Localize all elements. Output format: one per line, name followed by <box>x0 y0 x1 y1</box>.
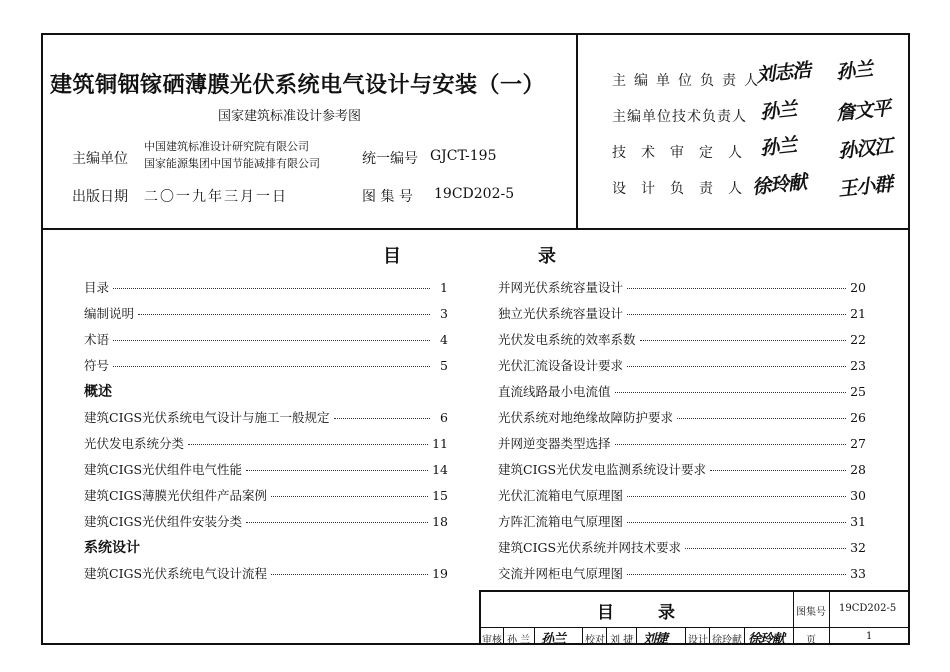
toc-item[interactable] <box>498 356 866 374</box>
reviewer-signature: 孙兰 <box>541 632 566 647</box>
toc-item-title: 光伏发电系统分类 <box>84 436 185 451</box>
toc-heading-left: 目 <box>383 246 401 267</box>
toc-item[interactable] <box>84 486 448 504</box>
toc-item-title: 光伏汇流箱电气原理图 <box>498 488 624 503</box>
sig-row-rule <box>636 627 637 645</box>
toc-item[interactable] <box>84 564 448 582</box>
toc-item-page: 27 <box>850 436 866 451</box>
toc-item-page: 22 <box>850 332 866 347</box>
signature-3b: 孙汉江 <box>837 135 894 163</box>
toc-item-title: 编制说明 <box>84 306 135 321</box>
title-block-left-rule <box>479 590 481 645</box>
toc-item-page: 14 <box>432 462 448 477</box>
editor-label: 主编单位 <box>72 151 128 167</box>
toc-item-page: 18 <box>432 514 448 529</box>
toc-item-title: 并网光伏系统容量设计 <box>498 280 624 295</box>
page-subtitle: 国家建筑标准设计参考图 <box>218 109 362 124</box>
toc-leader <box>246 470 428 471</box>
toc-item[interactable] <box>84 512 448 530</box>
toc-leader <box>640 340 847 341</box>
toc-item[interactable] <box>498 512 866 530</box>
toc-item-page: 28 <box>850 462 866 477</box>
toc-item-page: 5 <box>440 358 448 373</box>
toc-item-page: 32 <box>850 540 866 555</box>
toc-leader <box>627 288 846 289</box>
page-title: 建筑铜铟镓硒薄膜光伏系统电气设计与安装（一） <box>50 73 546 98</box>
toc-item-page: 31 <box>850 514 866 529</box>
toc-item-page: 3 <box>440 306 448 321</box>
check-label: 校对 <box>585 635 605 646</box>
sig-row-rule <box>744 627 745 645</box>
toc-item-title: 建筑CIGS光伏组件安装分类 <box>84 514 243 529</box>
toc-item-title: 符号 <box>84 358 110 373</box>
editor-unit-2: 国家能源集团中国节能减排有限公司 <box>144 157 320 170</box>
signature-1b: 孙兰 <box>835 58 874 84</box>
signature-2a: 孙兰 <box>759 98 798 124</box>
atlas-no: 19CD202-5 <box>434 186 515 202</box>
toc-item[interactable] <box>498 330 866 348</box>
toc-item-page: 33 <box>850 566 866 581</box>
title-block-rule-b <box>829 590 830 645</box>
toc-heading-right: 录 <box>538 246 556 267</box>
signature-4a: 徐玲献 <box>751 171 808 199</box>
toc-item[interactable] <box>84 434 448 452</box>
toc-item-page: 26 <box>850 410 866 425</box>
title-block-name-right: 录 <box>658 603 675 623</box>
toc-item[interactable] <box>498 382 866 400</box>
toc-leader <box>627 496 846 497</box>
toc-leader <box>685 548 846 549</box>
toc-leader <box>677 418 846 419</box>
toc-leader <box>615 444 847 445</box>
signature-1a: 刘志浩 <box>755 59 812 87</box>
sig-row-rule <box>503 627 504 645</box>
toc-item-title: 并网逆变器类型选择 <box>498 436 611 451</box>
atlas-no-label: 图 集 号 <box>362 189 413 205</box>
toc-leader <box>710 470 846 471</box>
toc-item-title: 独立光伏系统容量设计 <box>498 306 624 321</box>
unified-no-label: 统一编号 <box>362 151 418 167</box>
toc-item-title: 建筑CIGS光伏发电监测系统设计要求 <box>498 462 707 477</box>
designer-signature: 徐玲献 <box>748 632 785 647</box>
toc-item[interactable] <box>84 460 448 478</box>
toc-item-title: 直流线路最小电流值 <box>498 384 611 399</box>
toc-leader <box>615 392 847 393</box>
toc-leader <box>271 574 428 575</box>
title-block-name-left: 目 <box>597 603 614 623</box>
toc-item-title: 方阵汇流箱电气原理图 <box>498 514 624 529</box>
title-block-atlas-no: 19CD202-5 <box>839 603 897 614</box>
toc-item[interactable] <box>498 460 866 478</box>
toc-item-title: 建筑CIGS薄膜光伏组件产品案例 <box>84 488 268 503</box>
toc-leader <box>246 522 428 523</box>
toc-item[interactable] <box>498 434 866 452</box>
title-block-top-rule <box>479 590 910 592</box>
toc-leader <box>627 314 846 315</box>
toc-item-page: 4 <box>440 332 448 347</box>
toc-item[interactable] <box>84 356 448 374</box>
toc-leader <box>271 496 428 497</box>
toc-item-page: 20 <box>850 280 866 295</box>
sig-row-rule <box>534 627 535 645</box>
toc-section-heading: 系统设计 <box>84 540 140 556</box>
toc-item-page: 6 <box>440 410 448 425</box>
resp-role-2: 主编单位技术负责人 <box>612 109 747 125</box>
designer-name: 徐玲献 <box>712 635 742 646</box>
toc-item-page: 15 <box>432 488 448 503</box>
toc-item-title: 术语 <box>84 332 110 347</box>
title-block-page-no: 1 <box>866 631 873 642</box>
toc-item[interactable] <box>498 304 866 322</box>
editor-unit-1: 中国建筑标准设计研究院有限公司 <box>144 140 309 153</box>
publish-label: 出版日期 <box>72 189 128 205</box>
sig-row-rule <box>582 627 583 645</box>
toc-item[interactable] <box>498 564 866 582</box>
toc-item-title: 交流并网柜电气原理图 <box>498 566 624 581</box>
checker-signature: 刘捷 <box>643 632 668 647</box>
toc-item[interactable] <box>84 330 448 348</box>
toc-leader <box>113 340 430 341</box>
toc-leader <box>627 522 846 523</box>
toc-item-title: 建筑CIGS光伏组件电气性能 <box>84 462 243 477</box>
toc-item-page: 30 <box>850 488 866 503</box>
header-split-rule <box>576 33 578 229</box>
header-bottom-rule <box>41 228 910 230</box>
review-label: 审核 <box>482 635 502 646</box>
toc-item-page: 23 <box>850 358 866 373</box>
toc-item-title: 建筑CIGS光伏系统并网技术要求 <box>498 540 682 555</box>
toc-item[interactable] <box>84 304 448 322</box>
toc-item[interactable] <box>84 408 448 426</box>
toc-item-page: 1 <box>440 280 448 295</box>
resp-role-3: 技术审定人 <box>612 145 757 161</box>
toc-item-page: 19 <box>432 566 448 581</box>
toc-item-page: 21 <box>850 306 866 321</box>
title-block-page-label: 页 <box>806 635 816 646</box>
toc-leader <box>113 366 430 367</box>
publish-date: 二〇一九年三月一日 <box>144 189 288 205</box>
toc-leader <box>113 288 430 289</box>
toc-item[interactable] <box>498 486 866 504</box>
resp-role-1: 主编单位负责人 <box>612 73 766 89</box>
toc-leader <box>627 366 846 367</box>
sig-row-rule <box>685 627 686 645</box>
toc-item-page: 11 <box>432 436 448 451</box>
toc-item-title: 光伏系统对地绝缘故障防护要求 <box>498 410 674 425</box>
sig-row-rule <box>709 627 710 645</box>
toc-item-page: 25 <box>850 384 866 399</box>
signature-2b: 詹文平 <box>835 97 892 125</box>
toc-item[interactable] <box>84 278 448 296</box>
toc-item-title: 目录 <box>84 280 110 295</box>
title-block-rule-a <box>793 590 794 645</box>
title-block-atlas-label: 图集号 <box>796 607 826 618</box>
signature-3a: 孙兰 <box>759 134 798 160</box>
toc-leader <box>188 444 428 445</box>
reviewer-name: 孙 兰 <box>507 635 531 646</box>
checker-name: 刘 捷 <box>610 635 634 646</box>
toc-item-title: 光伏汇流设备设计要求 <box>498 358 624 373</box>
design-label: 设计 <box>688 635 708 646</box>
toc-leader <box>334 418 430 419</box>
toc-item[interactable] <box>498 278 866 296</box>
toc-leader <box>627 574 846 575</box>
toc-item[interactable] <box>498 538 866 556</box>
unified-no: GJCT-195 <box>430 148 497 164</box>
sig-row-rule <box>606 627 607 645</box>
signature-4b: 王小群 <box>837 173 894 201</box>
resp-role-4: 设计负责人 <box>612 181 757 197</box>
toc-section-heading: 概述 <box>84 384 112 400</box>
toc-item-title: 建筑CIGS光伏系统电气设计流程 <box>84 566 268 581</box>
toc-leader <box>138 314 430 315</box>
toc-item[interactable] <box>498 408 866 426</box>
toc-item-title: 光伏发电系统的效率系数 <box>498 332 636 347</box>
toc-item-title: 建筑CIGS光伏系统电气设计与施工一般规定 <box>84 410 330 425</box>
